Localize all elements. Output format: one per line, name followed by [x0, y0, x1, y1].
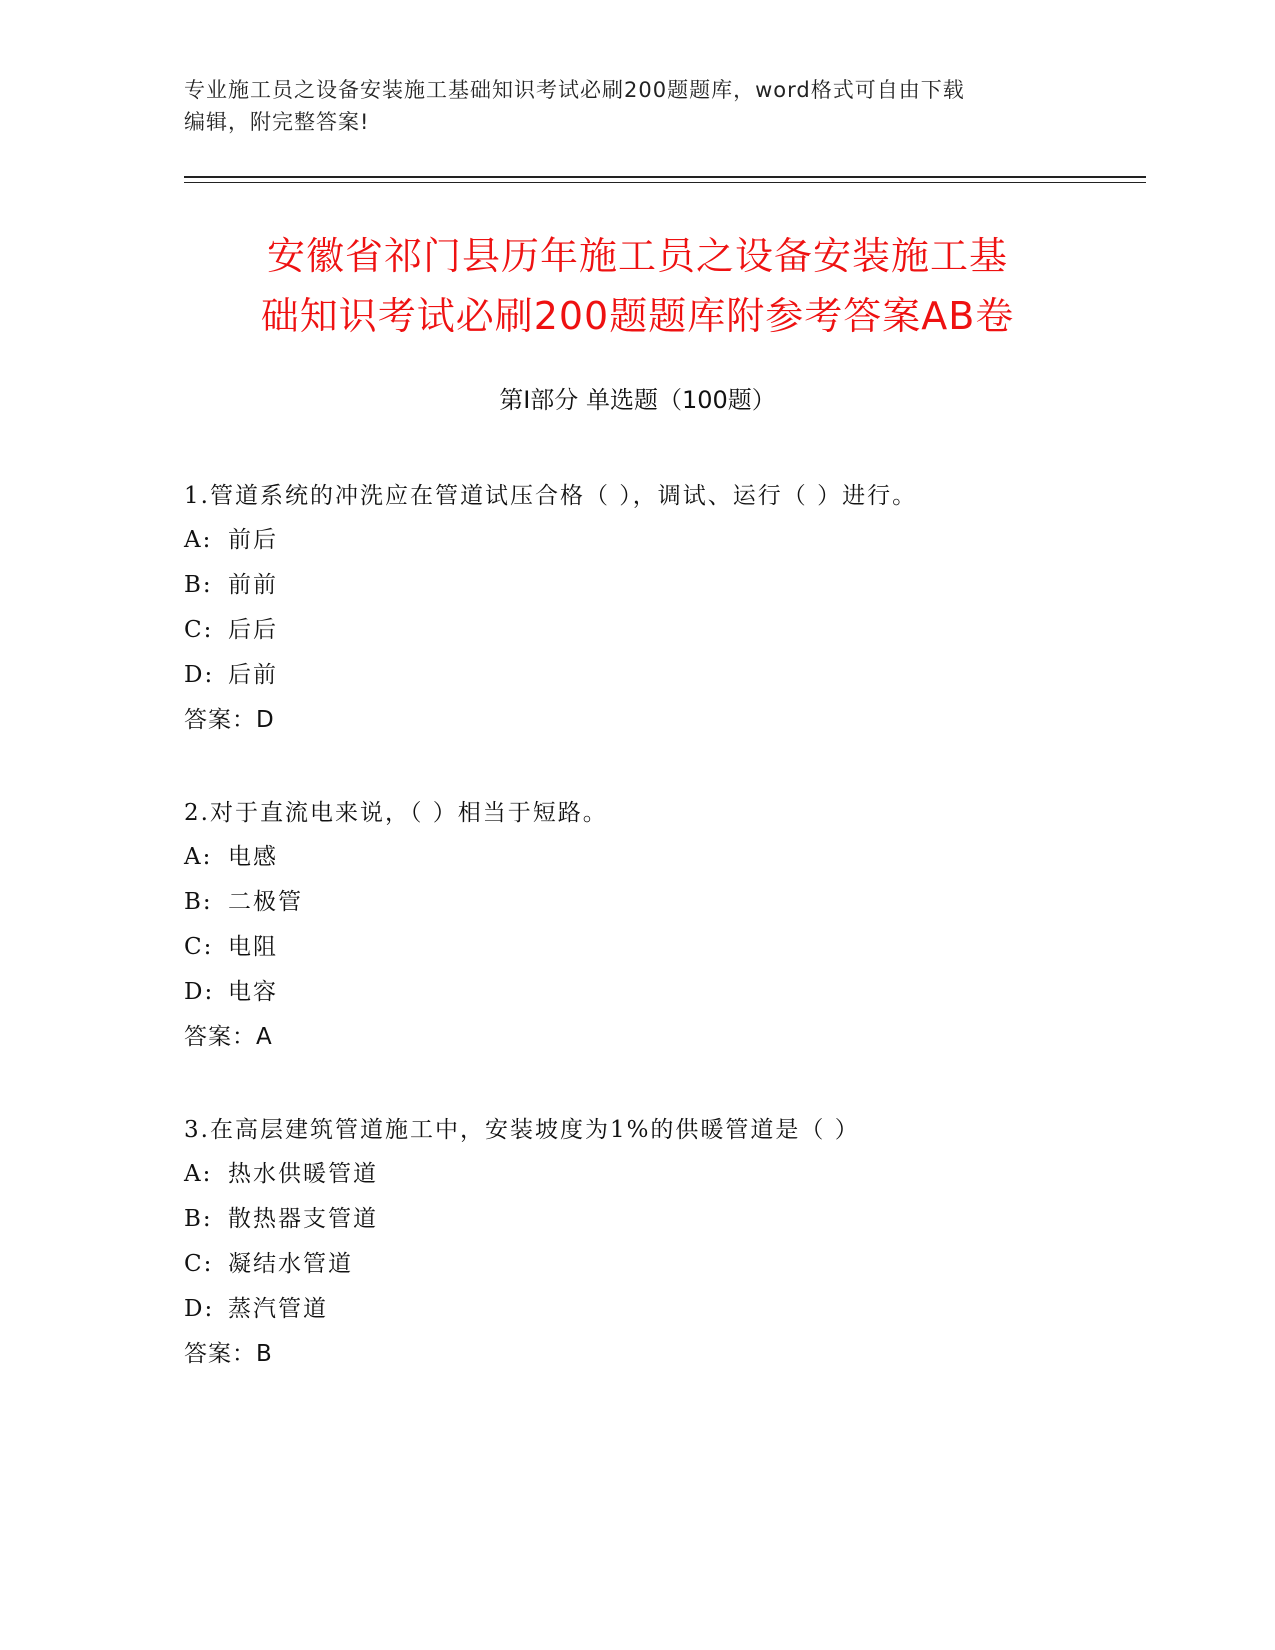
question-stem: 3.在高层建筑管道施工中，安装坡度为1%的供暖管道是（ ）: [184, 1117, 860, 1143]
option-key: A:: [184, 844, 213, 870]
question-stem: 1.管道系统的冲洗应在管道试压合格（ ），调试、运行（ ）进行。: [184, 483, 918, 509]
option-text: 凝结水管道: [228, 1251, 353, 1277]
option-text: 电感: [228, 844, 278, 870]
document-title: [150, 226, 1125, 346]
question-3: [184, 1108, 1144, 1377]
option-text: 电阻: [228, 934, 278, 960]
question-2: [184, 791, 1144, 1060]
option-text: 前后: [228, 527, 278, 553]
option-key: D:: [184, 979, 215, 1005]
answer: 答案：A: [184, 1024, 273, 1050]
option-text: 前前: [228, 572, 278, 598]
option-b: [184, 563, 1144, 608]
document-title-line1: 安徽省祁门县历年施工员之设备安装施工基: [266, 234, 1008, 278]
option-d: [184, 970, 1144, 1015]
option-b: [184, 1197, 1144, 1242]
option-key: C:: [184, 934, 214, 960]
answer: 答案：D: [184, 707, 275, 733]
option-key: B:: [184, 1206, 213, 1232]
option-c: [184, 1242, 1144, 1287]
document-title-line2: 础知识考试必刷200题题库附参考答案AB卷: [260, 294, 1015, 338]
header-divider-thick: [184, 176, 1146, 178]
answer: 答案：B: [184, 1341, 273, 1367]
option-d: [184, 1287, 1144, 1332]
option-text: 散热器支管道: [228, 1206, 378, 1232]
option-text: 电容: [228, 979, 278, 1005]
option-text: 后后: [228, 617, 278, 643]
option-b: [184, 880, 1144, 925]
option-d: [184, 653, 1144, 698]
header-note-line1: 专业施工员之设备安装施工基础知识考试必刷200题题库，word格式可自由下载: [184, 78, 965, 102]
option-a: [184, 1152, 1144, 1197]
header-note: [184, 74, 1084, 138]
option-key: B:: [184, 889, 213, 915]
option-text: 热水供暖管道: [228, 1161, 378, 1187]
option-key: A:: [184, 527, 213, 553]
option-a: [184, 518, 1144, 563]
option-a: [184, 835, 1144, 880]
option-key: D:: [184, 662, 215, 688]
option-key: D:: [184, 1296, 215, 1322]
option-text: 后前: [228, 662, 278, 688]
option-text: 蒸汽管道: [228, 1296, 328, 1322]
option-key: C:: [184, 617, 214, 643]
section-title: 第Ⅰ部分 单选题（100题）: [499, 386, 776, 414]
question-1: [184, 474, 1144, 743]
option-key: B:: [184, 572, 213, 598]
header-divider-thin: [184, 182, 1146, 183]
option-key: A:: [184, 1161, 213, 1187]
option-c: [184, 925, 1144, 970]
option-text: 二极管: [228, 889, 303, 915]
option-key: C:: [184, 1251, 214, 1277]
question-stem: 2.对于直流电来说，（ ）相当于短路。: [184, 800, 608, 826]
option-c: [184, 608, 1144, 653]
header-note-line2: 编辑，附完整答案!: [184, 110, 370, 134]
